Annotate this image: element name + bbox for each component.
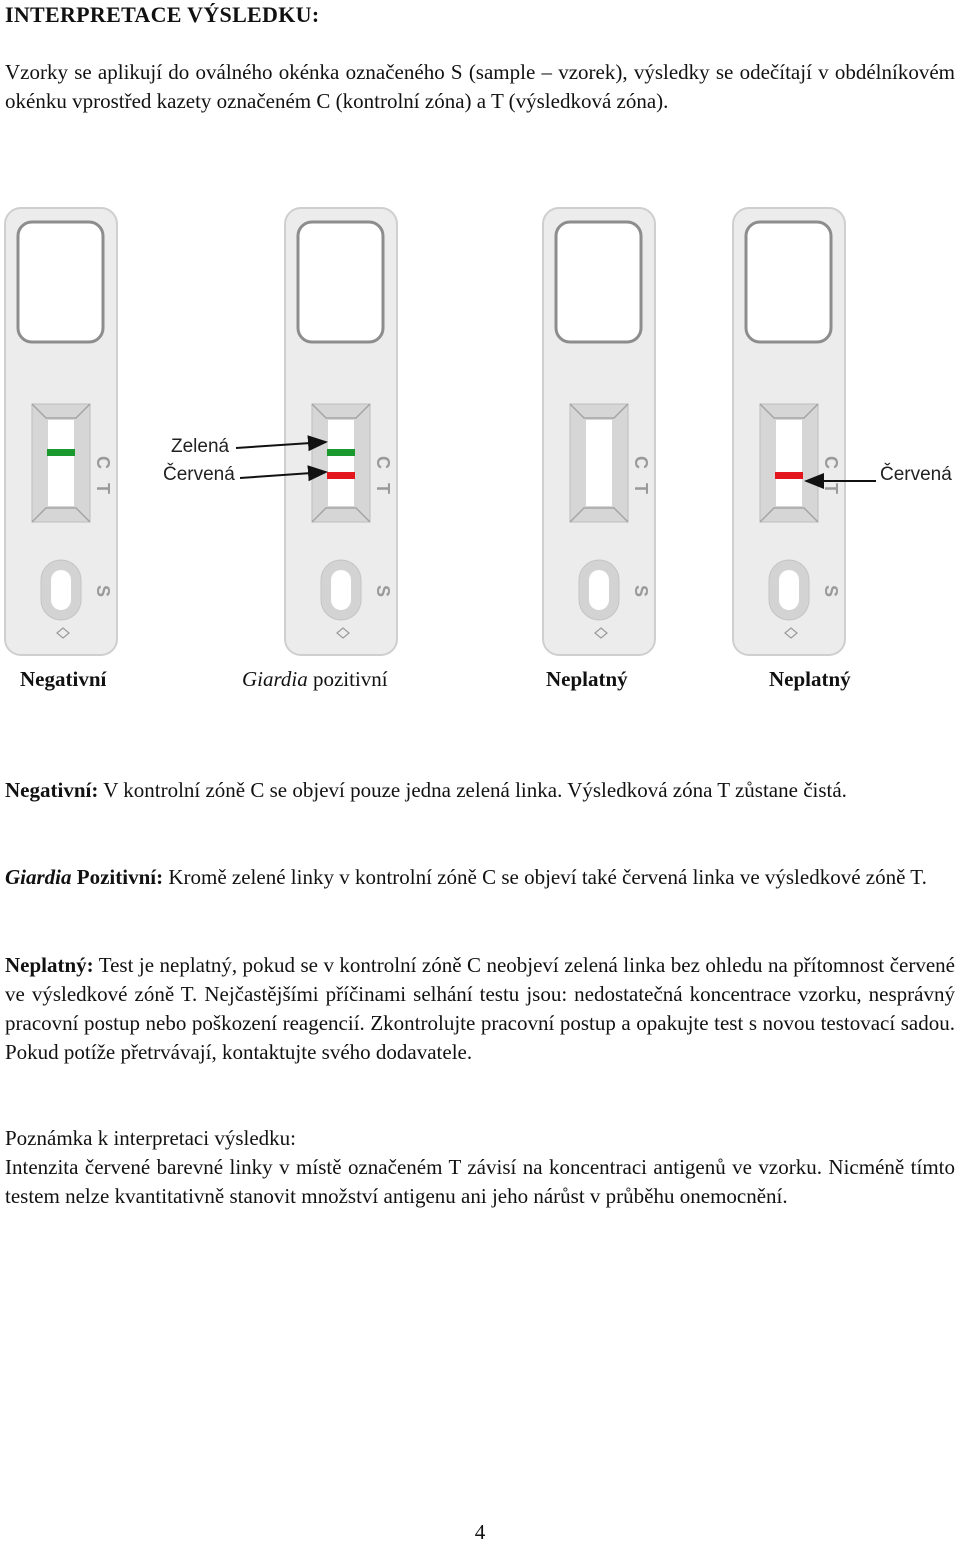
invalid-paragraph	[5, 951, 955, 1067]
positive-label: Pozitivní:	[71, 865, 164, 889]
note-title: Poznámka k interpretaci výsledku:	[5, 1126, 296, 1150]
test-cassette-figure	[0, 200, 960, 660]
s-letter: S	[93, 585, 113, 598]
cassette-top-window	[746, 222, 831, 342]
c-letter: C	[373, 456, 393, 469]
invalid-label: Neplatný:	[5, 953, 94, 977]
negative-label: Negativní:	[5, 778, 99, 802]
intro-paragraph: Vzorky se aplikují do oválného okénka označeného S (sample – vzorek), výsledky se odečítají v obdélníkovém okénku vprostřed kazety označeném C (kontrolní zóna) a T (výsledková zóna).	[5, 60, 955, 113]
note-text: Intenzita červené barevné linky v místě označeném T závisí na koncentraci antigenů ve vzorku. Nicméně tímto testem nelze kvantitativně stanovit množství antigenu ani jeho nárůst v průběhu onemocnění.	[5, 1155, 955, 1208]
sample-well-hole	[779, 570, 799, 610]
caption-giardia-positive: Giardia pozitivní	[242, 667, 388, 691]
page-number: 4	[474, 1520, 486, 1544]
t-letter: T	[821, 483, 841, 494]
positive-text: Kromě zelené linky v kontrolní zóně C se objeví také červená linka ve výsledkové zóně T.	[163, 865, 927, 889]
result-strip	[586, 420, 612, 506]
t-letter: T	[631, 483, 651, 494]
cassette-1	[5, 208, 117, 655]
c-letter: C	[631, 456, 651, 469]
control-line	[47, 449, 75, 456]
result-strip	[48, 420, 74, 506]
page-heading: INTERPRETACE VÝSLEDKU:	[5, 2, 320, 27]
positive-paragraph	[5, 863, 955, 892]
s-letter: S	[821, 585, 841, 598]
c-letter: C	[821, 456, 841, 469]
cassette-top-window	[298, 222, 383, 342]
test-line	[327, 472, 355, 479]
test-line	[775, 472, 803, 479]
c-letter: C	[93, 456, 113, 469]
sample-well-hole	[331, 570, 351, 610]
callout-green: Zelená	[171, 436, 230, 457]
negative-text: V kontrolní zóně C se objeví pouze jedna zelená linka. Výsledková zóna T zůstane čistá.	[98, 778, 847, 802]
cassette-2	[285, 208, 397, 655]
caption-invalid-1: Neplatný	[546, 667, 628, 691]
cassette-top-window	[18, 222, 103, 342]
negative-paragraph	[5, 776, 955, 805]
positive-label-italic: Giardia	[5, 865, 72, 889]
result-strip	[328, 420, 354, 506]
sample-well-hole	[589, 570, 609, 610]
caption-invalid-2: Neplatný	[769, 667, 851, 691]
t-letter: T	[93, 483, 113, 494]
s-letter: S	[631, 585, 651, 598]
control-line	[327, 449, 355, 456]
caption-negative: Negativní	[20, 667, 107, 691]
result-strip	[776, 420, 802, 506]
cassette-3	[543, 208, 655, 655]
invalid-text: Test je neplatný, pokud se v kontrolní zóně C neobjeví zelená linka bez ohledu na přítomnost červené ve výsledkové zóně T. Nejčastějšími příčinami selhání testu jsou: nedostatečná koncentrace vzorku, nesprávný pracovní postup nebo poškození reagencií. Zkontrolujte pracovní postup a opakujte test s novou testovací sadou. Pokud potíže přetrvávají, kontaktujte svého dodavatele.	[5, 953, 955, 1064]
sample-well-hole	[51, 570, 71, 610]
callout-red-right: Červená	[880, 464, 952, 485]
cassette-4	[733, 208, 845, 655]
cassette-top-window	[556, 222, 641, 342]
callout-red-left: Červená	[163, 464, 235, 485]
s-letter: S	[373, 585, 393, 598]
t-letter: T	[373, 483, 393, 494]
